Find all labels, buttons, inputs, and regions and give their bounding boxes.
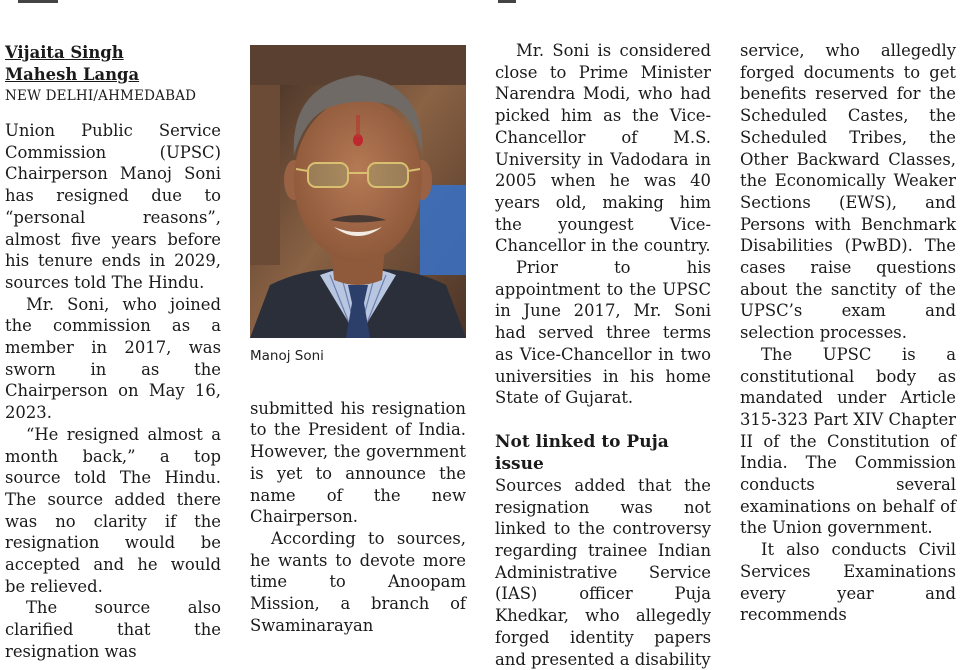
dateline: NEW DELHI/AHMEDABAD [5,88,197,104]
paragraph: service, who allegedly forged documents to get benefits reserved for the Scheduled Castes, the Scheduled Tribes, the Other Backward Classes, the Economically Weaker Sections (EWS), and Persons with Benchmark Disabilities (PwBD). The cases raise questions about the sanctity of the UPSC’s exam and selection processes. [740,41,956,343]
paragraph: Sources added that the resignation was not linked to the controversy regarding trainee Indian Administrative Service (IAS) officer Puja Khedkar, who allegedly forged identity papers and presented a disability [495,475,711,669]
paragraph: Mr. Soni, who joined the commission as a member in 2017, was sworn in as the Chairperson on May 16, 2023. [5,294,221,423]
byline-author-2[interactable]: Mahesh Langa [5,65,140,84]
top-rule-fragments [0,0,961,3]
byline-author-1[interactable]: Vijaita Singh [5,43,124,62]
paragraph: “He resigned almost a month back,” a top source told The Hindu. The source added there was no clarity if the resignation would be accepted and he would be relieved. [5,424,221,596]
paragraph-lead: Union Public Service Commission (UPSC) Chairperson Manoj Soni has resigned due to “personal reasons”, almost five years before his tenure ends in 2029, sources told The Hindu. [5,121,221,292]
photo-caption: Manoj Soni [250,348,324,364]
article-column-3 [495,40,711,670]
article-column-4 [740,40,956,626]
article-column-2 [250,45,466,636]
paragraph: Mr. Soni is considered close to Prime Minister Narendra Modi, who had picked him as the Vice-Chancellor of M.S. University in Vadodara in 2005 when he was 40 years old, making him the youngest Vice-Chancellor in the country. [495,41,711,256]
paragraph: The source also clarified that the resignation was [5,598,221,661]
paragraph: The UPSC is a constitutional body as mandated under Article 315-323 Part XIV Chapter II of the Constitution of India. The Commission conducts several examinations on behalf of the Union government. [740,344,956,538]
article-column-1 [5,42,221,663]
subheading: Not linked to Puja issue [495,431,669,474]
paragraph: It also conducts Civil Services Examinations every year and recommends [740,540,956,625]
portrait-photo [250,45,466,338]
paragraph: According to sources, he wants to devote more time to Anoopam Mission, a branch of Swaminarayan [250,528,466,635]
paragraph: Prior to his appointment to the UPSC in June 2017, Mr. Soni had served three terms as Vice-Chancellor in two universities in his home State of Gujarat. [495,258,711,408]
paragraph: submitted his resignation to the President of India. However, the government is yet to announce the name of the new Chairperson. [250,398,466,527]
